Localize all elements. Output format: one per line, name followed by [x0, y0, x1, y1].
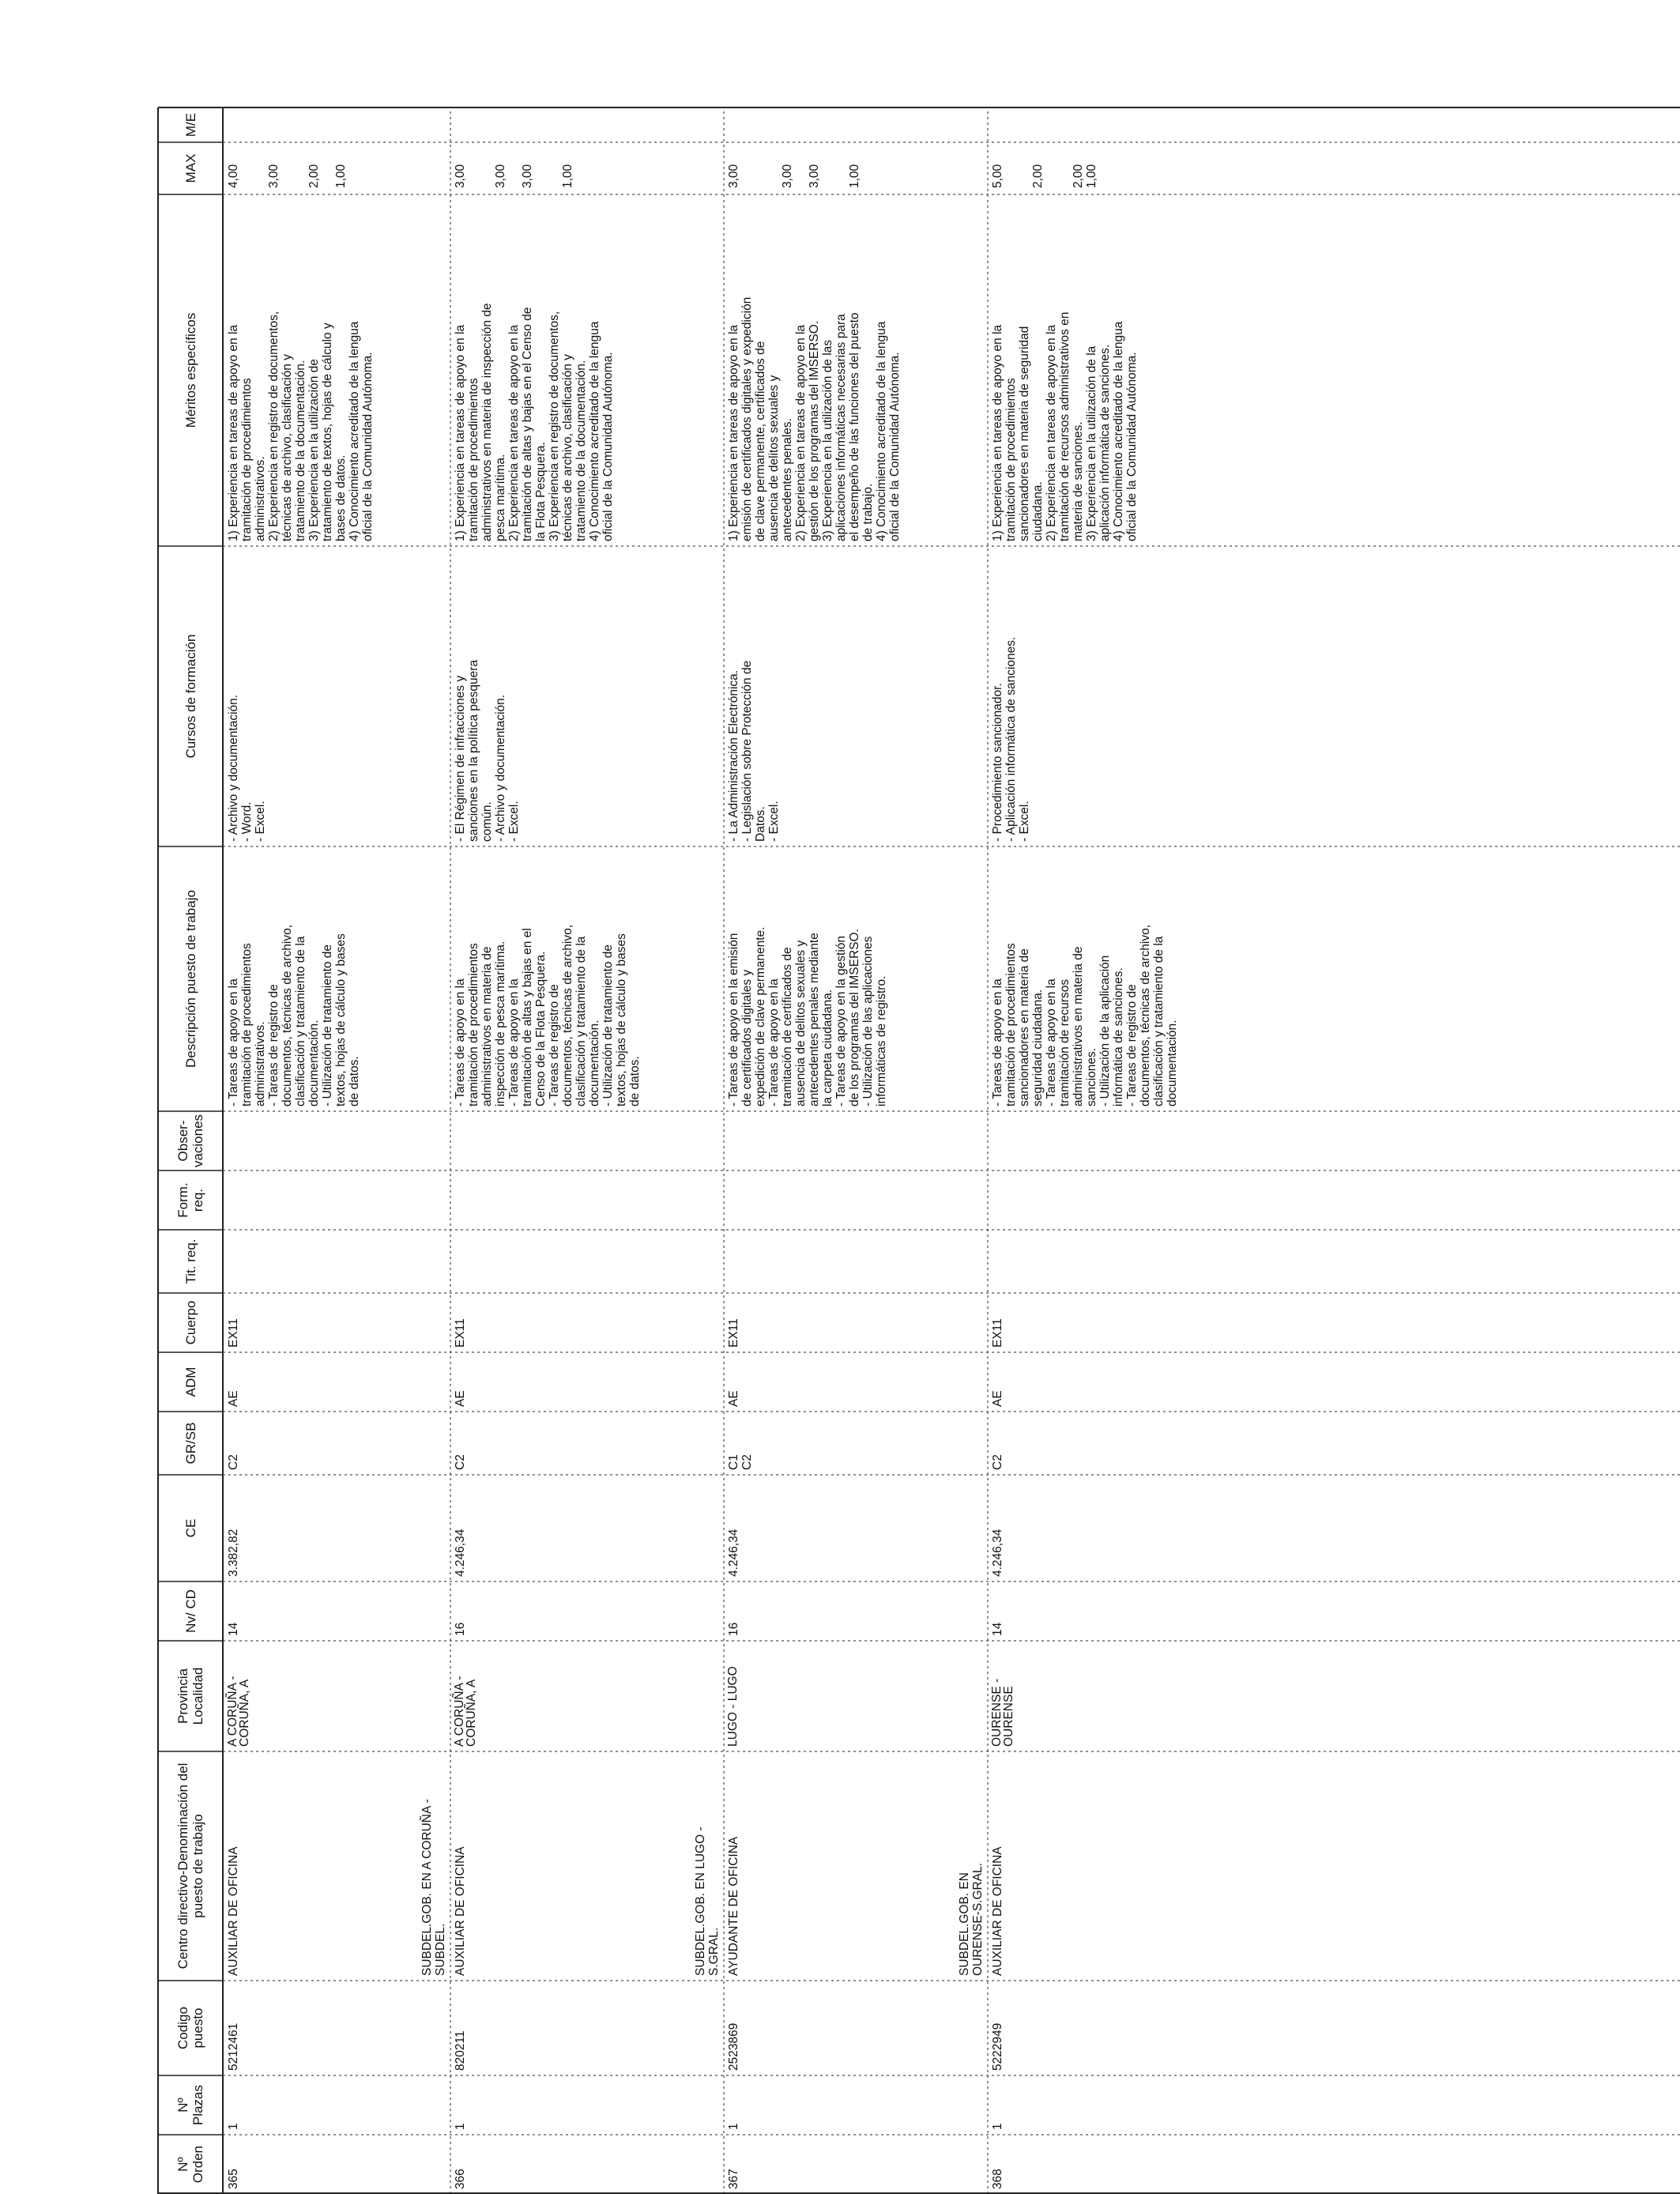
cell-ce: [988, 1475, 1252, 1581]
provincia-text: LUGO - LUGO: [726, 1666, 740, 1747]
cell-observaciones: [450, 1111, 724, 1171]
cell-ce: [724, 1475, 988, 1581]
codigo-text: 2523869: [727, 2022, 740, 2071]
centro-directivo-label: SUBDEL.GOB. EN OURENSE-S.GRAL.: [958, 1863, 985, 1976]
max-value: 3,00: [521, 164, 534, 188]
cell-formacion: [724, 1171, 988, 1230]
max-value: 1,00: [1085, 164, 1098, 188]
max-value: 1,00: [334, 164, 348, 188]
cell-grupo: [724, 1412, 988, 1475]
max-value: 3,00: [781, 164, 794, 188]
header-provincia: Provincia Localidad: [175, 1667, 205, 1725]
descripcion-text: - Tareas de apoyo en la tramitación de procedimientos sancionadores en materia de seguridad ciudadana. - Tareas de apoyo en la tramitación de recursos administrativos en materia de sanciones. - Utilización de la aplicación informática de sanciones. - Tareas de registro de documentos, técnicas de archivo, clasificación y tratamiento de la documentación.: [991, 924, 1179, 1106]
cell-centro: [988, 1751, 1252, 1981]
cell-codigo: [450, 1981, 724, 2075]
orden-text: 367: [727, 2169, 740, 2189]
max-value: [254, 147, 267, 188]
nivel-text: 16: [727, 1622, 740, 1636]
max-value: 2,00: [307, 164, 321, 188]
max-value: [480, 147, 494, 188]
adm-text: AE: [991, 1390, 1004, 1407]
cell-cursos: [724, 546, 988, 846]
cell-titulacion: [450, 1230, 724, 1293]
descripcion-text: - Tareas de apoyo en la tramitación de procedimientos administrativos. - Tareas de registro de documentos, técnicas de archivo, clasificación y tratamiento de la documentación. - Utilización de tratamiento de textos, hojas de cálculo y bases de datos.: [227, 924, 361, 1106]
plazas-text: 1: [991, 2123, 1004, 2130]
cell-max: [724, 142, 988, 194]
cell-max: [224, 142, 450, 194]
nivel-text: 14: [227, 1622, 240, 1636]
adm-text: AE: [454, 1390, 467, 1407]
cell-max: [450, 142, 724, 194]
cursos-text: - Archivo y documentación. - Word. - Excel.: [227, 694, 267, 842]
max-value: [821, 147, 834, 188]
cell-observaciones: [224, 1111, 450, 1171]
cell-provincia: [724, 1641, 988, 1751]
cell-codigo: [724, 1981, 988, 2075]
max-value: [467, 147, 480, 188]
max-value: 3,00: [494, 164, 507, 188]
cell-cuerpo: [724, 1293, 988, 1352]
cell-grupo: [450, 1412, 724, 1475]
meritos-text: 1) Experiencia en tareas de apoyo en la tramitación de procedimientos administrativos. 2) Experiencia en registro de documentos, técnicas de archivo, clasificación y tratamiento de la documentación. 3) Experiencia en la utilización de tratamiento de textos, hojas de cálculo y bases de datos. 4) Conocimiento acreditado de la lengua oficial de la Comunidad Autónoma.: [227, 311, 375, 541]
header-codigo: Codigo puesto: [175, 2007, 205, 2049]
cell-codigo: [224, 1981, 450, 2075]
cell-titulacion: [724, 1230, 988, 1293]
header-formacion: Form. req.: [175, 1182, 205, 1218]
header-titulacion: Tit. req.: [183, 1238, 198, 1284]
cell-me: [988, 107, 1252, 142]
cell-orden: [224, 2135, 450, 2194]
cell-adm: [988, 1352, 1252, 1412]
max-value: [754, 147, 767, 188]
cell-formacion: [988, 1171, 1252, 1230]
max-value: [294, 147, 307, 188]
centro-directivo-label: SUBDEL.GOB. EN A CORUÑA - SUBDEL.: [420, 1799, 447, 1976]
table-row: [724, 0, 988, 2194]
codigo-text: 820211: [454, 2030, 467, 2071]
grupo-text: C2: [991, 1454, 1004, 1470]
cell-cuerpo: [450, 1293, 724, 1352]
cell-provincia: [450, 1641, 724, 1751]
meritos-text: 1) Experiencia en tareas de apoyo en la tramitación de procedimientos administrativos en materia de inspección de pesca marítima. 2) Experiencia en tareas de apoyo en la tramitación de altas y bajas en el Censo de la Flota Pesquera. 3) Experiencia en registro de documentos, técnicas de archivo, clasificación y tratamiento de la documentación. 4) Conocimiento acreditado de la lengua oficial de la Comunidad Autónoma.: [454, 303, 615, 541]
max-value: 3,00: [727, 164, 740, 188]
max-value: [321, 147, 334, 188]
plazas-text: 1: [454, 2123, 467, 2130]
nivel-text: 14: [991, 1622, 1004, 1636]
max-value: 5,00: [991, 164, 1004, 188]
cell-observaciones: [988, 1111, 1252, 1171]
cell-max: [988, 142, 1252, 194]
descripcion-text: - Tareas de apoyo en la emisión de certificados digitales y expedición de clave permanente. - Tareas de apoyo en la tramitación de certificados de ausencia de delitos sexuales y antecedentes penales mediante la carpeta ciudadana. - Tareas de apoyo en la gestión de los programas del IMSERSO. - Utilización de las aplicaciones informáticas de registro.: [727, 926, 888, 1106]
cell-grupo: [224, 1412, 450, 1475]
cell-cursos: [450, 546, 724, 846]
max-value: [794, 147, 808, 188]
header-orden: Nº Orden: [175, 2145, 205, 2184]
max-value: [548, 147, 561, 188]
header-cursos: Cursos de formación: [183, 634, 198, 759]
header-plazas: Nº Plazas: [175, 2084, 205, 2126]
cell-centro: [224, 1751, 450, 1981]
cell-meritos: [224, 194, 450, 546]
max-value: [1045, 147, 1058, 188]
descripcion-text: - Tareas de apoyo en la tramitación de procedimientos administrativos en materia de inspección de pesca marítima. - Tareas de apoyo en la tramitación de altas y bajas en el Censo de la Flota Pesquera. - Tareas de registro de documentos, técnicas de archivo, clasificación y tratamiento de la documentación. - Utilización de tratamiento de textos, hojas de cálculo y bases de datos.: [454, 924, 642, 1106]
table-row: [224, 0, 450, 2194]
max-value: [240, 147, 254, 188]
cell-plazas: [224, 2075, 450, 2135]
grupo-text: C2: [227, 1454, 240, 1470]
cell-provincia: [224, 1641, 450, 1751]
cuerpo-text: EX11: [227, 1318, 240, 1348]
max-value: [534, 147, 548, 188]
cell-meritos: [724, 194, 988, 546]
cell-descripcion: [988, 846, 1252, 1111]
cell-codigo: [988, 1981, 1252, 2075]
header-meritos: Méritos específicos: [183, 312, 198, 428]
header-max: MAX: [183, 153, 198, 183]
max-value: [1004, 147, 1018, 188]
cuerpo-text: EX11: [454, 1318, 467, 1348]
header-cuerpo: Cuerpo: [183, 1300, 198, 1345]
codigo-text: 5212461: [227, 2022, 240, 2071]
max-value: 4,00: [227, 164, 240, 188]
max-value: 2,00: [1031, 164, 1045, 188]
header-descripcion: Descripción puesto de trabajo: [183, 890, 198, 1068]
max-value: [507, 147, 521, 188]
cell-adm: [724, 1352, 988, 1412]
orden-text: 366: [454, 2169, 467, 2189]
plazas-text: 1: [227, 2123, 240, 2130]
cell-grupo: [988, 1412, 1252, 1475]
max-value: [740, 147, 754, 188]
meritos-text: 1) Experiencia en tareas de apoyo en la emisión de certificados digitales y expedición de clave permanente, certificados de ausencia de delitos sexuales y antecedentes penales. 2) Experiencia en tareas de apoyo en la gestión de los programas del IMSERSO. 3) Experiencia en la utilización de las aplicaciones informáticas necesarias para el desempeño de las funciones del puesto de trabajo. 4) Conocimiento acreditado de la lengua oficial de la Comunidad Autónoma.: [727, 296, 902, 541]
cell-orden: [724, 2135, 988, 2194]
max-value: 2,00: [1072, 164, 1085, 188]
provincia-text: A CORUÑA - CORUÑA, A: [226, 1676, 251, 1747]
header-me: M/E: [183, 112, 198, 138]
cell-descripcion: [224, 846, 450, 1111]
max-value: [1018, 147, 1031, 188]
ce-text: 3.382,82: [227, 1529, 240, 1577]
ce-text: 4.246,34: [991, 1529, 1004, 1577]
cell-adm: [450, 1352, 724, 1412]
provincia-text: OURENSE - OURENSE: [990, 1678, 1015, 1747]
header-adm: ADM: [183, 1367, 198, 1397]
table-row: [450, 0, 724, 2194]
centro-text: AUXILIAR DE OFICINA: [991, 1846, 1004, 1976]
provincia-text: A CORUÑA - CORUÑA, A: [453, 1676, 478, 1747]
cell-orden: [988, 2135, 1252, 2194]
max-value: [1058, 147, 1072, 188]
grupo-text: C2: [454, 1454, 467, 1470]
cell-formacion: [224, 1171, 450, 1230]
cell-meritos: [450, 194, 724, 546]
orden-text: 368: [991, 2169, 1004, 2189]
cell-orden: [450, 2135, 724, 2194]
cell-cursos: [988, 546, 1252, 846]
cursos-text: - El Régimen de infracciones y sanciones en la política pesquera común. - Archivo y documentación. - Excel.: [454, 659, 521, 842]
cursos-text: - Procedimiento sancionador. - Aplicación informática de sanciones. - Excel.: [991, 636, 1031, 842]
codigo-text: 5222949: [991, 2022, 1004, 2071]
cell-ce: [450, 1475, 724, 1581]
max-value: 1,00: [561, 164, 574, 188]
cell-cuerpo: [224, 1293, 450, 1352]
cell-provincia: [988, 1641, 1252, 1751]
header-grupo: GR/SB: [183, 1422, 198, 1465]
nivel-text: 16: [454, 1622, 467, 1636]
cuerpo-text: EX11: [727, 1318, 740, 1348]
cell-nivel: [450, 1581, 724, 1641]
cursos-text: - La Administración Electrónica. - Legislación sobre Protección de Datos. - Excel.: [727, 660, 781, 842]
cell-cuerpo: [988, 1293, 1252, 1352]
cell-adm: [224, 1352, 450, 1412]
cell-plazas: [988, 2075, 1252, 2135]
max-value: 3,00: [454, 164, 467, 188]
cuerpo-text: EX11: [991, 1318, 1004, 1348]
cell-formacion: [450, 1171, 724, 1230]
cell-cursos: [224, 546, 450, 846]
max-value: 1,00: [848, 164, 861, 188]
cell-descripcion: [450, 846, 724, 1111]
header-ce: CE: [183, 1518, 198, 1538]
centro-text: AYUDANTE DE OFICINA: [727, 1836, 740, 1976]
max-value: 3,00: [808, 164, 821, 188]
max-value: [834, 147, 848, 188]
meritos-text: 1) Experiencia en tareas de apoyo en la tramitación de procedimientos sancionadores en materia de seguridad ciudadana. 2) Experiencia en tareas de apoyo en la tramitación de recursos administrativos en materia de sanciones. 3) Experiencia en la utilización de la aplicación informática de sanciones. 4) Conocimiento acreditado de la lengua oficial de la Comunidad Autónoma.: [991, 311, 1139, 541]
max-value: [281, 147, 294, 188]
cell-centro: [724, 1751, 988, 1981]
cell-me: [724, 107, 988, 142]
centro-text: AUXILIAR DE OFICINA: [227, 1846, 240, 1976]
cell-nivel: [988, 1581, 1252, 1641]
cell-titulacion: [988, 1230, 1252, 1293]
cell-me: [450, 107, 724, 142]
plazas-text: 1: [727, 2123, 740, 2130]
table-header: [158, 0, 223, 2194]
centro-directivo-label: SUBDEL.GOB. EN LUGO - S.GRAL.: [694, 1826, 721, 1976]
cell-me: [224, 107, 450, 142]
orden-text: 365: [227, 2169, 240, 2189]
centro-text: AUXILIAR DE OFICINA: [454, 1846, 467, 1976]
header-nivel: Nv/ CD: [183, 1589, 198, 1633]
adm-text: AE: [727, 1390, 740, 1407]
cell-meritos: [988, 194, 1252, 546]
cell-observaciones: [724, 1111, 988, 1171]
cell-descripcion: [724, 846, 988, 1111]
cell-titulacion: [224, 1230, 450, 1293]
max-value: 3,00: [267, 164, 281, 188]
table-row: [988, 0, 1252, 2194]
adm-text: AE: [227, 1390, 240, 1407]
ce-text: 4.246,34: [454, 1529, 467, 1577]
header-observaciones: Obser-vaciones: [175, 1114, 205, 1168]
cell-nivel: [724, 1581, 988, 1641]
cell-nivel: [224, 1581, 450, 1641]
cell-centro: [450, 1751, 724, 1981]
max-value: [767, 147, 781, 188]
grupo-text: C1 C2: [727, 1454, 754, 1470]
header-centro: Centro directivo-Denominación del puesto de trabajo: [175, 1762, 205, 1970]
cell-plazas: [450, 2075, 724, 2135]
cell-ce: [224, 1475, 450, 1581]
ce-text: 4.246,34: [727, 1529, 740, 1577]
cell-plazas: [724, 2075, 988, 2135]
